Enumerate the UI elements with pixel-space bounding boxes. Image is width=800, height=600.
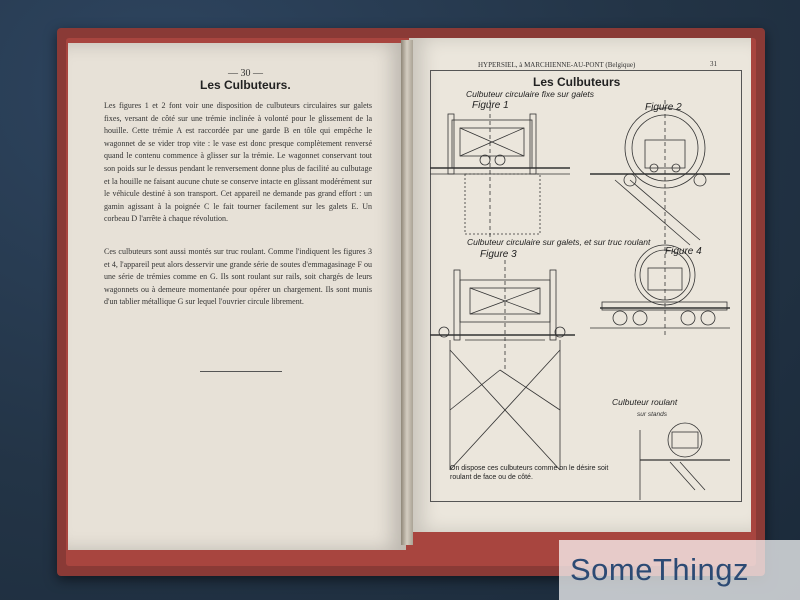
figure-3-drawing (430, 260, 575, 470)
left-paragraph-1: Les figures 1 et 2 font voir une disposition de culbuteurs circulaires sur galets fixes, versant de côté sur une trémie inclinée à volonté pour le glissement de la houille. Cette trémie A est raccordée par une garde B en tôle qui empêche le wagonnet de se vider trop vite : le vase est donc presque complètement renversé quand le contenu commence à glisser sur la trémie. Le wagonnet conservant tout son poids sur le dessus pendant le renversement donne plus de facilité au culbutage et la houille ne faisant aucune chute se conserve intacte en glissant modérément sur le véhicule destiné à son transport. Cet appareil ne demande pas grand effort : un gamin agissant à la poignée C le fait tourner facilement sur les galets E. Un corbeau D l'arrête à chaque révolution. (104, 101, 372, 224)
technical-drawings (430, 70, 740, 500)
caption-tipper-stands: Culbuteur roulant (612, 397, 678, 407)
watermark-text: SomeThingz (570, 552, 750, 587)
figure-4-drawing (590, 240, 730, 335)
label-figure-4: Figure 4 (665, 246, 702, 257)
label-figure-3: Figure 3 (480, 249, 517, 260)
left-page-title: Les Culbuteurs. (200, 78, 291, 92)
label-figure-2: Figure 2 (645, 102, 682, 113)
plate-note: On dispose ces culbuteurs comme on le désire soit roulant de face ou de côté. (450, 465, 609, 481)
caption-rolling-tipper: Culbuteur circulaire sur galets, et sur truc roulant (467, 237, 651, 247)
left-paragraph-2: Ces culbuteurs sont aussi montés sur truc roulant. Comme l'indiquent les figures 3 et 4, l'appareil peut alors desservir une grande série de soutes d'emmagasinage F ou une série de trémies comme en G. Ils sont roulant sur rails, soit chargés de leurs wagonnets ou à demeure momentanée pour opérer un chargement. Ils sont munis d'un tablier métallique G sur lequel l'ouvrier circule librement. (104, 247, 372, 307)
label-figure-1: Figure 1 (472, 100, 509, 111)
caption-fixed-tipper: Culbuteur circulaire fixe sur galets (466, 89, 595, 99)
figure-5-drawing (640, 423, 730, 500)
plate-title: Les Culbuteurs (533, 75, 621, 89)
book-gutter (401, 40, 413, 545)
section-divider (200, 371, 282, 372)
figure-2-drawing (590, 100, 730, 245)
running-head: HYPERSIEL, à MARCHIENNE-AU-PONT (Belgique) (478, 61, 636, 69)
figure-1-drawing (430, 100, 570, 240)
caption-stands-sub: sur stands (637, 411, 667, 418)
left-page-number: — 30 — (228, 68, 263, 79)
right-page-number: 31 (710, 60, 717, 68)
